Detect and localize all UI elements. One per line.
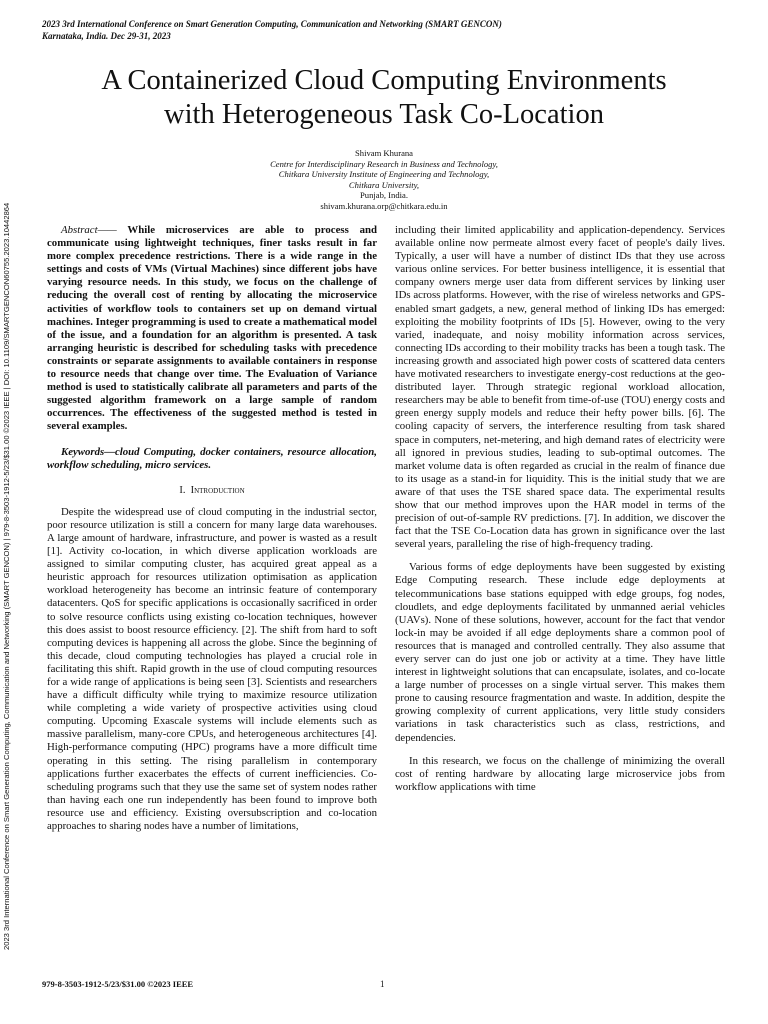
paper-title [40, 64, 728, 132]
author-affiliation-1: Centre for Interdisciplinary Research in Business and Technology, [270, 158, 498, 169]
conference-header [42, 18, 502, 42]
author-name: Shivam Khurana [355, 148, 413, 158]
keywords: Keywords—cloud Computing, docker containers, resource allocation, workflow scheduling, micro services. [47, 445, 377, 471]
abstract [47, 224, 377, 434]
section-title: Introduction [190, 484, 245, 496]
author-affiliation-2: Chitkara University Institute of Engineering and Technology, [278, 169, 490, 180]
doi-sidebar: 2023 3rd International Conference on Smart Generation Computing, Communication and Networking (SMART GENCON) | 979-8-3503-1912-5/23/$31.00 ©2023 IEEE | DOI: 10.1109/SMARTGENCON60755.2023.10442864 [2, 202, 11, 950]
author-block [170, 148, 598, 212]
title-line-1: A Containerized Cloud Computing Environments [101, 65, 667, 96]
section-heading [47, 484, 377, 497]
author-affiliation-3: Chitkara University, [348, 179, 420, 190]
author-email[interactable]: shivam.khurana.orp@chitkara.edu.in [320, 200, 448, 211]
author-location: Punjab, India. [360, 190, 408, 201]
abstract-label: Abstract—— [61, 224, 117, 236]
title-line-2: with Heterogeneous Task Co-Location [164, 99, 604, 130]
body-paragraph-2: Various forms of edge deployments have been suggested by existing Edge Computing research. These include edge deployments at telecommunications base stations equipped with edge groups, fog nodes, cloudlets, and edge deployments facilitated by unmanned aerial vehicles (UAVs). None of these solutions, however, account for the fact that vendor lock-in may be avoided if all edge deployments share a common pool of resources that is managed and controlled centrally. They also assume that every server can do just one job or activity at a time. They have little interest in lightweight solutions that can encapsulate, isolates, and co-locate a large number of processes on a single virtual server. This makes them prone to causing resource fragmentation and waste. In addition, despite the growing complexity of current applications, very little study considers variations in task characteristics such as class, restrictions, and dependencies. [395, 561, 725, 744]
conference-name: 2023 3rd International Conference on Smart Generation Computing, Communication and Networking (SMART GENCON) [42, 19, 502, 29]
conference-location: Karnataka, India. Dec 29-31, 2023 [42, 31, 171, 41]
abstract-text: While microservices are able to process and communicate using lightweight techniques, finer tasks result in far more complex precedence restrictions. There is a wide range in the settings and costs of VMs (Virtual Machines) since different jobs have varying resource needs. In this study, we focus on the challenge of reducing the overall cost of renting by allocating the microservice activities of workflow tools to containers set up on demand virtual machines. Integer programming is used to create a mathematical model of the issue, and a foundation for an algorithm is presented. A task arranging heuristic is described for scheduling tasks with precedence constraints or separate assignments to available containers in response to resource needs that change over time. The Evaluation of Variance method is used to statistically calibrate all parameters and parts of the suggested algorithm framework on a large sample of random occurrences. The effectiveness of the suggested method is tested in several examples. [47, 224, 377, 433]
intro-paragraph-1: Despite the widespread use of cloud computing in the industrial sector, poor resource utilization is still a concern for many large data warehouses. A large amount of hardware, infrastructure, and power is wasted as a result [1]. Activity co-location, in which diverse application workloads are assigned to similar computing cluster, has acquired great appeal as a heuristic approach for resources utilization optimisation as application workload heterogeneity has become an intrinsic feature of contemporary datacenters. QoS for specific applications is occasionally sacrificed in order to solve resource conflicts using existing co-location techniques, however this does assist to boost resource efficiency. [2]. The shift from hard to soft computing devices is happening all across the globe. Since the beginning of this decade, cloud computing technologies has played a crucial role in facilitating this shift. Rapid growth in the use of cloud computing resources for a wide range of applications is being seen [3]. Scientists and researchers have a difficult difficulty while trying to maximize resource utilization while completing a wide variety of prospective activities using cloud computing. Upcoming Exascale systems will include elements such as massive parallelism, many-core CPUs, and heterogeneous architectures [4]. High-performance computing (HPC) programs have a more difficult time operating in this setting. The rising parallelism in contemporary applications further exacerbates the effects of current inefficiencies. Co-scheduling programs such that they use the same set of system nodes rather than having each one run independently has been found to improve both resource use and efficiency. Existing oversubscription and co-location approaches to sharing nodes have a number of limitations, [47, 505, 377, 833]
body-paragraph-3: In this research, we focus on the challenge of minimizing the overall cost of renting hardware by allocating large microservice jobs from workflow applications with time [395, 754, 725, 793]
right-column [395, 224, 725, 794]
body-paragraph-1: including their limited applicability and application-dependency. Services available online now permeate almost every facet of people's daily lives. Typically, a user will have a number of distinct IDs that they use across various online services. For better business intelligence, it is essential that company owners merge user data from different services by linking user IDs across platforms. However, with the rise of wireless networks and GPS-enabled smart gadgets, a new, general method of linking IDs has emerged: exploiting the mobility footprints of IDs [5]. However, owing to the very varied, inadequate, and noisy mobility information across services, connecting IDs according to their mobility tracks has been a tough task. The increasing growth and associated high power costs of scattered data centers have motivated researchers to investigate energy-cost reductions at the geo-distributed layer. Through strategic regional workload allocation, researchers may be able to benefit from time-of-use (TOU) energy costs and green energy supply models and reduce their hefty power bills. [6]. The cooling capacity of servers, the interference resulting from task shared space in computers, net-metering, and high demand rates of electricity were all ignored in previous studies, leading to sub-optimal outcomes. The market volume data is often regarded as crucial in the realm of finance due to its usage as a stand-in for liquidity. This is the initial study that we are aware of that uses the TSE shared space data. The experimental results show that our method improves upon the HAR model in terms of the precision of out-of-sample RV predictions. [7]. In addition, we discover the fact that the TSE Co-Location data has grown in significance over the last several years, paralleling the rise of high-frequency trading. [395, 224, 725, 551]
page-number: 1 [380, 979, 385, 989]
left-column [47, 224, 377, 833]
footer-isbn: 979-8-3503-1912-5/23/$31.00 ©2023 IEEE [42, 979, 194, 989]
section-number: I. [179, 484, 186, 496]
